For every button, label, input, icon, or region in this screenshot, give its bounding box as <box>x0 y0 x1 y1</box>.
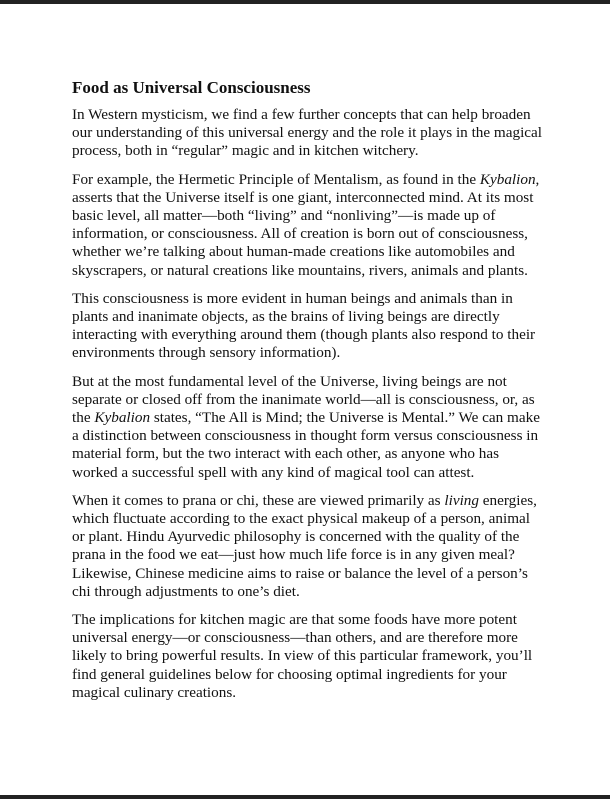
paragraph-2 <box>72 171 542 280</box>
paragraph-6 <box>72 611 542 702</box>
bottom-border-rule <box>0 795 610 799</box>
paragraph-5-text-b: energies, which fluctuate according to the exact physical makeup of a person, animal or plant. Hindu Ayurvedic philosophy is concerned with the quality of the prana in the food we eat—just how much life force is in any given meal? Likewise, Chinese medicine aims to raise or balance the level of a person’s chi through adjustments to one’s diet. <box>72 491 537 600</box>
paragraph-4-text-b: states, “The All is Mind; the Universe is Mental.” We can make a distinction between consciousness in thought form versus consciousness in material form, but the two interact with each other, as anyone who has worked a successful spell with any kind of magical tool can attest. <box>72 409 540 481</box>
kybalion-title: Kybalion <box>94 409 151 427</box>
living-emphasis: living <box>444 491 479 509</box>
paragraph-4 <box>72 373 542 482</box>
section-heading: Food as Universal Consciousness <box>72 78 311 97</box>
page-content <box>72 78 542 712</box>
paragraph-3 <box>72 290 542 363</box>
paragraph-1-text: In Western mysticism, we find a few further concepts that can help broaden our understanding of this universal energy and the role it plays in the magical process, both in “regular” magic and in kitchen witchery. <box>72 106 542 160</box>
paragraph-4-text-a: But at the most fundamental level of the Universe, living beings are not separate or closed off from the inanimate world—all is consciousness, or, as the <box>72 372 535 427</box>
paragraph-1 <box>72 106 542 161</box>
paragraph-3-text: This consciousness is more evident in human beings and animals than in plants and inanimate objects, as the brains of living beings are directly interacting with everything around them (though plants also respond to their environments through sensory information). <box>72 289 536 362</box>
paragraph-2-text-a: For example, the Hermetic Principle of Mentalism, as found in the <box>72 170 480 188</box>
paragraph-5 <box>72 492 542 601</box>
kybalion-title: Kybalion <box>479 170 536 188</box>
paragraph-6-text: The implications for kitchen magic are that some foods have more potent universal energy—or consciousness—than others, and are therefore more likely to bring powerful results. In view of this particular framework, you’ll find general guidelines below for choosing optimal ingredients for your magical culinary creations. <box>72 611 533 701</box>
paragraph-5-text-a: When it comes to prana or chi, these are viewed primarily as <box>72 491 445 509</box>
top-border-rule <box>0 0 610 4</box>
paragraph-2-text-b: , asserts that the Universe itself is one giant, interconnected mind. At its most basic level, all matter—both “living” and “nonliving”—is made up of information, or consciousness. All of creation is born out of consciousness, whether we’re talking about human-made creations like automobiles and skyscrapers, or natural creations like mountains, rivers, animals and plants. <box>72 170 540 279</box>
